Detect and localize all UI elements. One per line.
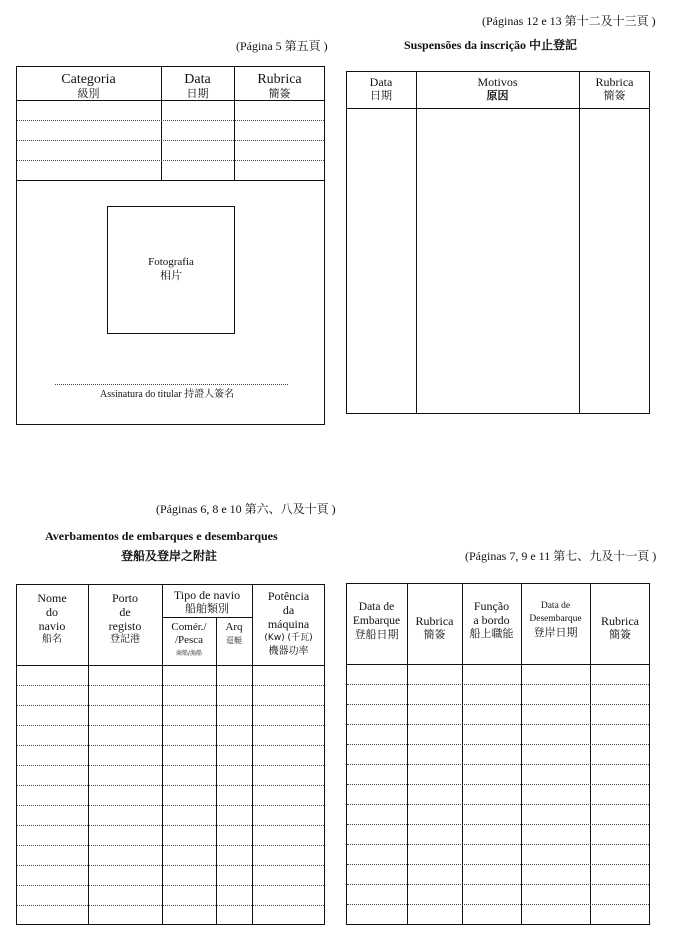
suspensions-motivos-pt: Motivos [477,75,518,89]
ship-porto-3: registo [108,619,142,633]
table-row-line [17,805,324,806]
ship-potencia-1: Potência [267,589,310,603]
embark-funcao-header [462,599,521,641]
table-row-line [17,725,324,726]
endorsements-title-zh: 登船及登岸之附註 [121,549,218,563]
suspensions-motivos-zh: 原因 [486,89,509,102]
suspensions-table [346,71,650,414]
table-row-line [17,785,324,786]
embark-rubrica1-pt: Rubrica [415,614,454,628]
suspensions-motivos-header [416,75,579,103]
ship-nome-1: Nome [37,591,67,605]
table-row-line [17,905,324,906]
page-ref-6-8-10: (Páginas 6, 8 e 10 第六、八及十頁 ) [156,502,336,516]
photo-label-zh: 相片 [160,269,182,282]
embark-des-2: Desembarque [529,614,582,624]
ship-porto-2: de [119,605,131,619]
embark-data-zh: 登船日期 [354,628,399,641]
suspensions-rubrica-header [579,75,650,103]
suspensions-date-zh: 日期 [370,89,392,102]
photo-label [107,255,235,283]
ship-comer-zh: 商船/漁船 [175,650,203,657]
embark-rubrica2-pt: Rubrica [601,614,639,628]
embark-des-zh: 登岸日期 [533,626,578,639]
table-row-line [17,845,324,846]
embark-rubrica2-header [590,614,650,642]
ship-col-line-3 [216,617,217,925]
category-header-zh: 級別 [77,87,100,100]
embark-data-header [346,600,407,642]
ship-nome-zh: 船名 [42,634,62,645]
suspensions-rubrica-zh: 簡簽 [603,89,626,102]
embark-header-line [346,664,650,665]
table-row-line [17,885,324,886]
suspensions-title-zh: 中止登記 [529,38,578,52]
rubrica-header-zh: 簡簽 [268,87,291,100]
signature-label: Assinatura do titular 持證人簽名 [100,389,235,400]
ship-tipo-header [162,588,252,616]
table-row-line [347,904,649,905]
category-bottom-line [16,180,325,181]
date-header-pt: Data [184,72,211,87]
category-row-line [17,160,324,161]
ship-tipo-zh: 船舶類別 [185,602,229,615]
embark-rubrica1-header [407,614,462,642]
table-row-line [17,705,324,706]
ship-nome-header [16,591,88,647]
table-row-line [347,844,649,845]
ship-potencia-header [252,589,325,659]
embark-funcao-1: Função [473,599,510,613]
embark-rubrica1-zh: 簡簽 [423,628,446,641]
suspensions-title-pt: Suspensões da inscrição [404,38,527,52]
embark-funcao-zh: 船上職能 [469,627,514,640]
embark-data-1: Data de [358,601,395,613]
photo-label-pt: Fotografia [148,256,194,268]
ship-potencia-zh: 機器功率 [268,646,309,657]
page-ref-12-13: (Páginas 12 e 13 第十二及十三頁 ) [482,14,656,28]
table-row-line [17,745,324,746]
page-ref-7-9-11: (Páginas 7, 9 e 11 第七、九及十一頁 ) [465,549,657,563]
table-row-line [347,684,649,685]
table-row-line [347,724,649,725]
table-row-line [17,865,324,866]
table-row-line [347,704,649,705]
ship-tipo-pt: Tipo de navio [173,588,241,602]
suspensions-title [404,39,577,53]
ship-header-line [16,665,325,666]
ship-potencia-unit: (Kw) (千瓦) [264,633,313,643]
table-row-line [347,744,649,745]
embark-des-1: Data de [540,601,571,611]
ship-tipo-subline [162,617,252,618]
category-row-line [17,140,324,141]
ship-comer-1: Comér./ [171,621,207,633]
table-row-line [347,884,649,885]
ship-comer-header [162,621,216,660]
table-row-line [347,864,649,865]
endorsements-title-pt: Averbamentos de embarques e desembarques [45,529,278,543]
date-header [161,72,234,101]
ship-nome-2: do [46,605,58,619]
table-row-line [347,804,649,805]
suspensions-rubrica-pt: Rubrica [595,75,634,89]
embark-funcao-2: a bordo [473,613,510,627]
embark-data-2: Embarque [352,615,401,627]
table-row-line [347,784,649,785]
date-header-zh: 日期 [186,87,209,100]
rubrica-header [234,72,325,101]
suspensions-header-line [346,108,650,109]
table-row-line [347,764,649,765]
ship-arq-zh: 趸艇 [226,636,242,645]
rubrica-header-pt: Rubrica [257,72,302,87]
ship-porto-header [88,591,162,647]
table-row-line [17,685,324,686]
category-header-pt: Categoria [61,72,116,87]
suspensions-date-pt: Data [369,75,393,89]
ship-comer-2: /Pesca [174,634,204,646]
page-ref-5: (Página 5 第五頁 ) [236,39,328,53]
ship-arq-header [216,621,252,647]
signature-line [55,384,288,385]
table-row-line [17,765,324,766]
embark-desembarque-header [521,600,590,639]
ship-arq-1: Arq [225,621,243,633]
suspensions-date-header [346,75,416,103]
category-row-line [17,120,324,121]
ship-potencia-2: da [282,603,295,617]
ship-nome-3: navio [38,619,66,633]
table-row-line [17,825,324,826]
ship-potencia-3: máquina [267,617,310,631]
category-header [16,72,161,101]
ship-porto-1: Porto [111,591,138,605]
table-row-line [347,824,649,825]
embark-rubrica2-zh: 簡簽 [609,628,631,641]
suspensions-col-line-2 [579,71,580,414]
ship-porto-zh: 登記港 [110,634,140,645]
suspensions-col-line-1 [416,71,417,414]
